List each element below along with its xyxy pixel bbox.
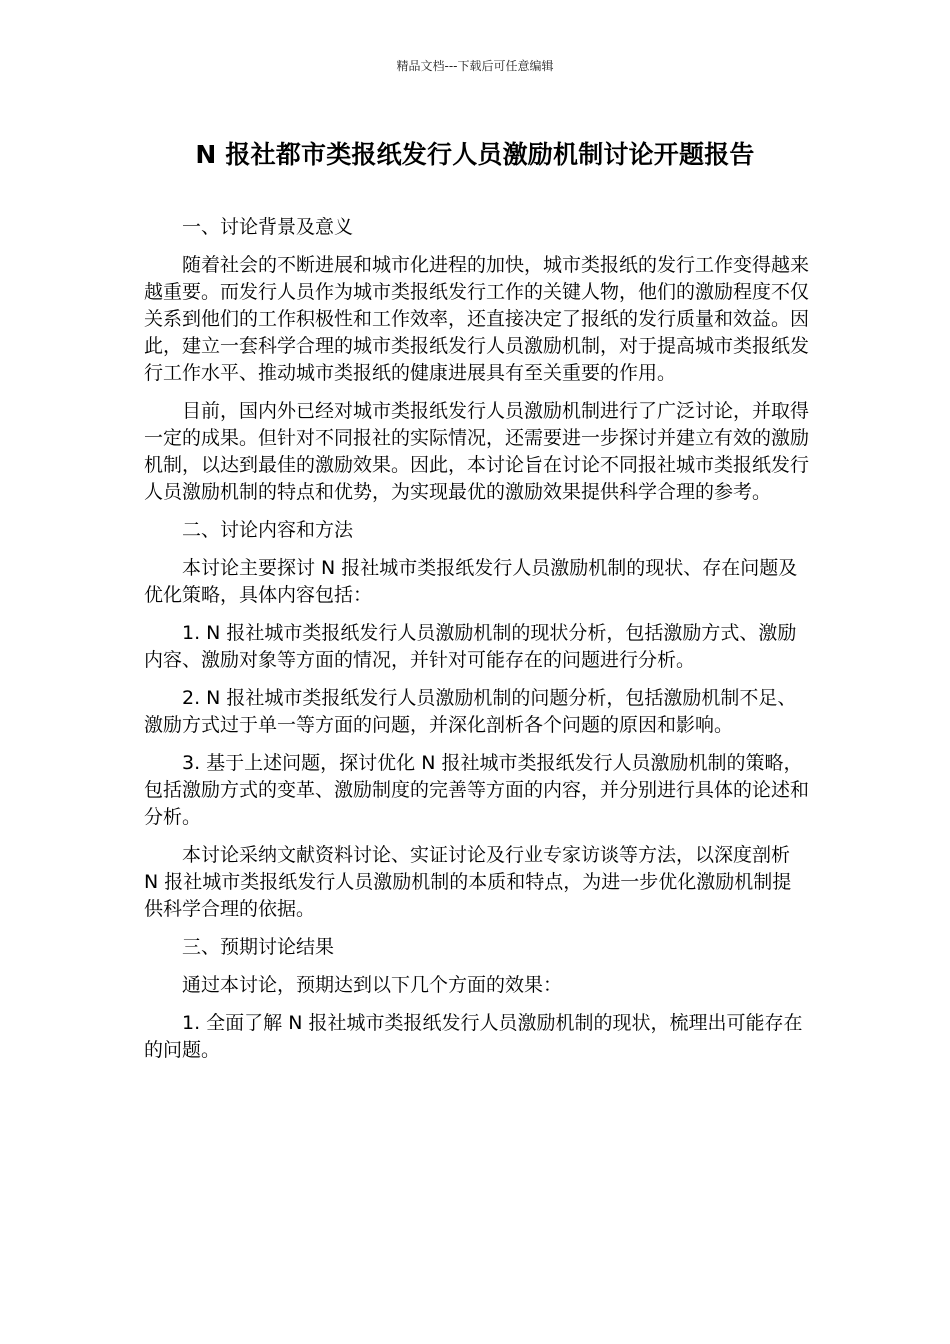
list-item-content-1: 1. N 报社城市类报纸发行人员激励机制的现状分析，包括激励方式、激励内容、激励对象等方面的情况，并针对可能存在的问题进行分析。 — [144, 622, 797, 671]
list-item-content-3: 3. 基于上述问题，探讨优化 N 报社城市类报纸发行人员激励机制的策略，包括激励方式的变革、激励制度的完善等方面的内容，并分别进行具体的论述和分析。 — [144, 752, 810, 828]
list-item-expected-1: 1. 全面了解 N 报社城市类报纸发行人员激励机制的现状，梳理出可能存在的问题。 — [144, 1012, 803, 1061]
document-title: N 报社都市类报纸发行人员激励机制讨论开题报告 — [195, 140, 755, 169]
paragraph-background-2: 目前，国内外已经对城市类报纸发行人员激励机制进行了广泛讨论，并取得一定的成果。但针对不同报社的实际情况，还需要进一步探讨并建立有效的激励机制，以达到最佳的激励效果。因此，本讨论旨在讨论不同报社城市类报纸发行人员激励机制的特点和优势，为实现最优的激励效果提供科学合理的参考。 — [144, 400, 810, 503]
document-body — [144, 214, 809, 1075]
list-item-content-2: 2. N 报社城市类报纸发行人员激励机制的问题分析，包括激励机制不足、激励方式过于单一等方面的问题，并深化剖析各个问题的原因和影响。 — [144, 687, 797, 736]
section-heading-expected-results: 三、预期讨论结果 — [182, 936, 335, 958]
paragraph-expected-intro: 通过本讨论，预期达到以下几个方面的效果： — [182, 974, 563, 996]
section-heading-content-method: 二、讨论内容和方法 — [182, 519, 354, 541]
paragraph-content-intro: 本讨论主要探讨 N 报社城市类报纸发行人员激励机制的现状、存在问题及优化策略，具体内容包括： — [144, 557, 798, 606]
paragraph-background-1: 随着社会的不断进展和城市化进程的加快，城市类报纸的发行工作变得越来越重要。而发行人员作为城市类报纸发行工作的关键人物，他们的激励程度不仅关系到他们的工作积极性和工作效率，还直接决定了报纸的发行质量和效益。因此，建立一套科学合理的城市类报纸发行人员激励机制，对于提高城市类报纸发行工作水平、推动城市类报纸的健康进展具有至关重要的作用。 — [144, 254, 810, 384]
paragraph-method: 本讨论采纳文献资料讨论、实证讨论及行业专家访谈等方法，以深度剖析 N 报社城市类报纸发行人员激励机制的本质和特点，为进一步优化激励机制提供科学合理的依据。 — [144, 844, 792, 920]
section-heading-background: 一、讨论背景及意义 — [182, 216, 354, 238]
header-note: 精品文档---下载后可任意编辑 — [396, 59, 554, 73]
